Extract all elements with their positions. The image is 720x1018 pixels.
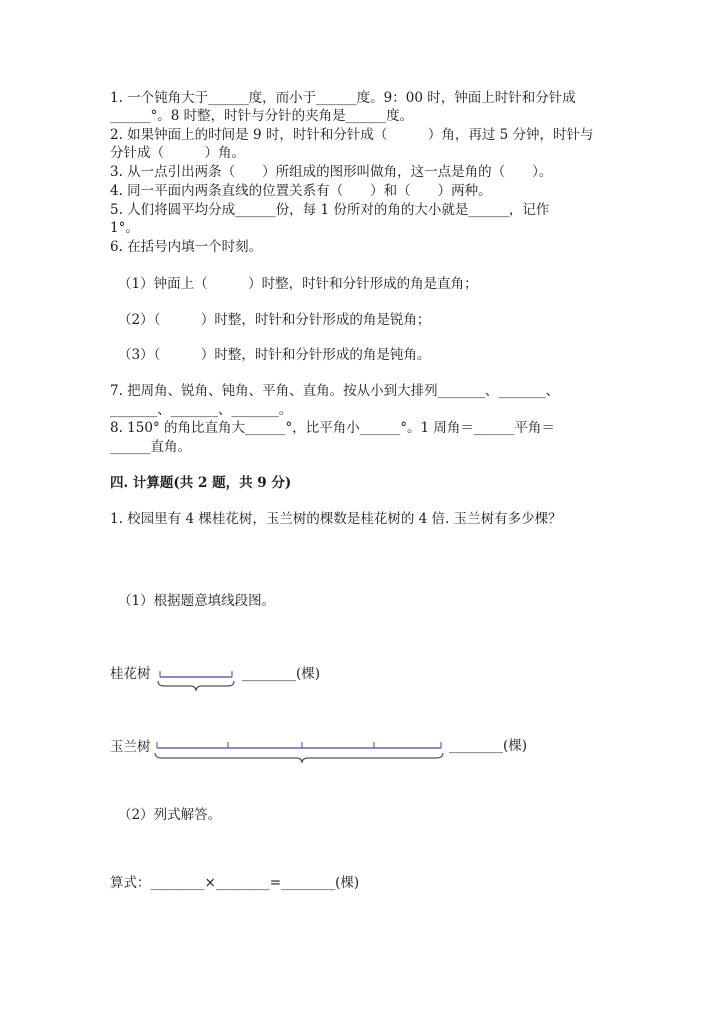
q1-line1: 1. 一个钝角大于______度，而小于______度。9：00 时，钟面上时针和分针成 (110, 90, 576, 106)
q3-text: 3. 从一点引出两条（ ）所组成的图形叫做角，这一点是角的（ ）。 (110, 164, 553, 180)
q6-text: 6. 在括号内填一个时刻。 (110, 239, 263, 255)
osmanthus-label: 桂花树 (110, 666, 151, 682)
q7-line2: _______、_______、_______。 (110, 402, 293, 418)
q6-part2: （2）（ ）时整，时针和分针形成的角是锐角； (118, 312, 431, 328)
osmanthus-brace (158, 681, 234, 691)
q4-text: 4. 同一平面内两条直线的位置关系有（ ）和（ ）两种。 (110, 183, 492, 199)
magnolia-answer-blank[interactable]: ________(棵) (449, 738, 528, 754)
q8-line1: 8. 150° 的角比直角大______°，比平角小______°。1 周角＝______平角＝ (110, 420, 555, 436)
magnolia-segment (157, 742, 441, 748)
q7-line1: 7. 把周角、锐角、钝角、平角、直角。按从小到大排列_______、_______、 (110, 383, 560, 399)
q6-part1: （1）钟面上（ ）时整，时针和分针形成的角是直角； (118, 276, 478, 292)
magnolia-label: 玉兰树 (110, 739, 151, 755)
q2-line1: 2. 如果钟面上的时间是 9 时，时针和分针成（ ）角，再过 5 分钟，时针与 (110, 127, 594, 143)
section4-part2: （2）列式解答。 (118, 807, 222, 823)
q5-line2: 1°。 (110, 220, 139, 236)
q2-line2: 分针成（ ）角。 (110, 145, 245, 161)
osmanthus-answer-blank[interactable]: ________(棵) (242, 666, 321, 682)
q5-line1: 5. 人们将圆平均分成______份，每 1 份所对的角的大小就是______，记作 (110, 202, 550, 218)
section4-problem: 1. 校园里有 4 棵桂花树，玉兰树的棵数是桂花树的 4 倍. 玉兰树有多少棵？ (110, 511, 562, 527)
q6-part3: （3）（ ）时整，时针和分针形成的角是钝角。 (118, 347, 431, 363)
formula-line[interactable]: 算式：________×________=________(棵) (110, 875, 360, 891)
q1-line2: ______°。8 时整，时针与分针的夹角是______度。 (110, 108, 414, 124)
magnolia-brace (155, 753, 443, 763)
section4-part1: （1）根据题意填线段图。 (118, 593, 276, 609)
q8-line2: ______直角。 (110, 439, 191, 455)
osmanthus-segment (160, 671, 232, 677)
section4-title: 四. 计算题(共 2 题，共 9 分) (110, 475, 292, 491)
